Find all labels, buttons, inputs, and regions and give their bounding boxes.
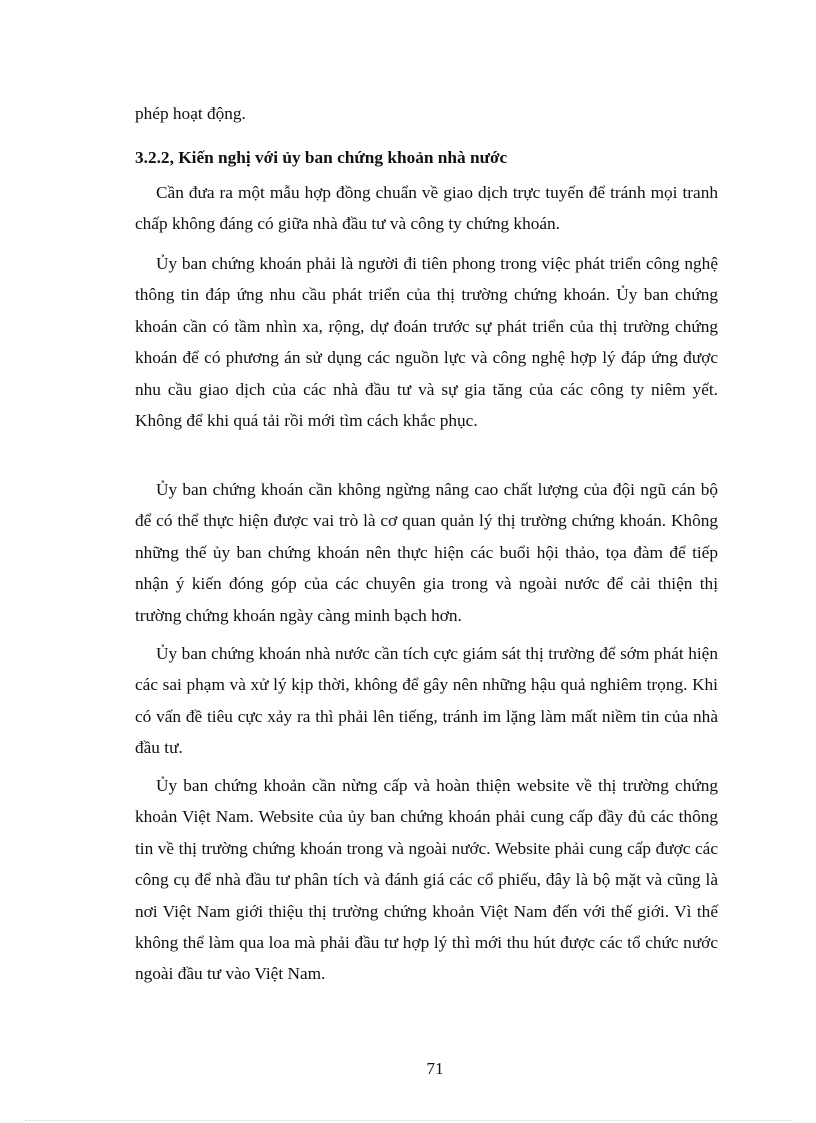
paragraph-block <box>135 474 718 631</box>
paragraph-block <box>135 177 718 240</box>
paragraph: Ủy ban chứng khoán cần không ngừng nâng cao chất lượng của đội ngũ cán bộ để có thể thực hiện được vai trò là cơ quan quản lý thị trường chứng khoán. Không những thế ủy ban chứng khoán nên thực hiện các buổi hội thảo, tọa đàm để tiếp nhận ý kiến đóng góp của các chuyên gia trong và ngoài nước để cải thiện thị trường chứng khoán ngày càng minh bạch hơn. <box>135 480 718 625</box>
paragraph-block <box>135 638 718 764</box>
paragraph: Ủy ban chứng khoán nhà nước cần tích cực giám sát thị trường để sớm phát hiện các sai phạm và xử lý kịp thời, không để gây nên những hậu quả nghiêm trọng. Khi có vấn đề tiêu cực xảy ra thì phải lên tiếng, tránh im lặng làm mất niềm tin của nhà đầu tư. <box>135 644 718 758</box>
continuation-text: phép hoạt động. <box>135 104 246 123</box>
page-bottom-divider <box>25 1120 791 1121</box>
paragraph: Ủy ban chứng khoán phải là người đi tiên phong trong việc phát triển công nghệ thông tin đáp ứng nhu cầu phát triển của thị trường chứng khoán. Ủy ban chứng khoán cần có tầm nhìn xa, rộng, dự đoán trước sự phát triển của thị trường chứng khoán để có phương án sử dụng các nguồn lực và công nghệ hợp lý đáp ứng được nhu cầu giao dịch của các nhà đầu tư và sự gia tăng của các công ty niêm yết. Không để khi quá tải rồi mới tìm cách khắc phục. <box>135 254 718 431</box>
section-heading: 3.2.2, Kiến nghị với ủy ban chứng khoản nhà nước <box>135 148 508 167</box>
paragraph-block <box>135 248 718 436</box>
paragraph: Ủy ban chứng khoản cần nừng cấp và hoàn thiện website về thị trường chứng khoản Việt Nam. Website của ủy ban chứng khoán phải cung cấp đầy đủ các thông tin về thị trường chứng khoán trong và ngoài nước. Website phải cung cấp được các công cụ để nhà đầu tư phân tích và đánh giá các cổ phiếu, đây là bộ mặt và cũng là nơi Việt Nam giới thiệu thị trường chứng khoản Việt Nam đến với thế giới. Vì thế không thể làm qua loa mà phải đầu tư hợp lý thì mới thu hút được các tổ chức nước ngoài đầu tư vào Việt Nam. <box>135 776 718 984</box>
paragraph: Cần đưa ra một mẫu hợp đồng chuẩn về giao dịch trực tuyến để tránh mọi tranh chấp không đáng có giữa nhà đầu tư và công ty chứng khoán. <box>135 183 718 234</box>
paragraph-block <box>135 770 718 990</box>
page-number: 71 <box>426 1059 444 1078</box>
